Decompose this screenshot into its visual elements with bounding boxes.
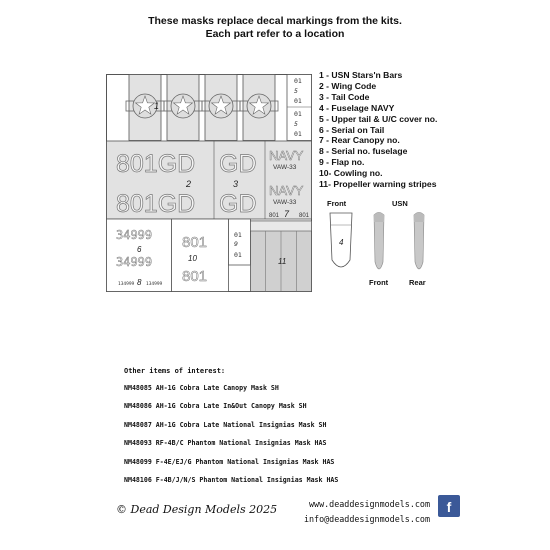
website-link[interactable]: www.deaddesignmodels.com [308,499,430,509]
legend-item: 10- Cowling no. [319,168,383,179]
legend [319,70,437,190]
legend-item: 9 - Flap no. [319,157,365,168]
list-item: NM48093 RF-4B/C Phantom National Insignias Mask HAS [124,439,327,448]
legend-item: 2 - Wing Code [319,80,377,91]
email-link[interactable]: info@deaddesignmodels.com [303,514,430,524]
vaw-1: VAW-33 [273,164,297,171]
propeller-diagram [322,210,442,285]
contact-info [300,497,430,527]
other-items-title: Other items of interest: [124,367,226,375]
navy-2: NAVY [269,183,304,198]
label-usn: USN [392,199,408,208]
cowling-1: 801 [182,234,208,251]
star-panel-3 [202,75,240,141]
flap-text-b1: 01 [294,110,302,118]
legend-item: 7 - Rear Canopy no. [319,135,400,146]
star-panel-4 [240,75,278,141]
other-items-list [124,379,338,489]
list-item: NM48099 F-4E/EJ/G Phantom National Insignias Mask HAS [124,457,335,466]
label-3: 3 [233,179,239,189]
navy-1: NAVY [269,148,304,163]
label-front-top: Front [327,199,347,208]
legend-item: 8 - Serial no. fuselage [319,146,408,157]
flap-text-b2: 5 [294,120,298,128]
flap-text-a2: 5 [294,87,298,95]
copyright: © Dead Design Models 2025 [116,503,278,516]
list-item: NM48086 AH-1G Cobra Late In&Out Canopy Mask SH [124,402,307,411]
label-6: 6 [137,245,142,254]
flap-small-1: 01 [234,231,242,239]
label-rear: Rear [409,278,426,287]
facebook-icon[interactable]: f [438,495,460,517]
cowling-2: 801 [182,268,208,285]
serial-1: 34999 [116,228,153,242]
label-8: 8 [137,278,142,287]
label-front: Front [369,278,389,287]
header-line-1: These masks replace decal markings from the kits. [148,15,402,27]
list-item: NM48085 AH-1G Cobra Late Canopy Mask SH [124,384,279,392]
list-item: NM48087 AH-1G Cobra Late National Insignias Mask SH [124,420,327,429]
legend-item: 11- Propeller warning stripes [319,179,437,190]
label-2: 2 [186,179,192,189]
flap-text-a3: 01 [294,97,302,105]
label-1: 1 [154,101,160,111]
flap-small-3: 01 [234,251,242,259]
flap-text-b3: 01 [294,130,302,138]
canopy-no-b: 801 [299,213,310,219]
legend-item: 1 - USN Stars'n Bars [319,70,403,80]
tail-code-2: GD [219,190,257,218]
wing-code-2: 801GD [116,190,196,218]
vaw-2: VAW-33 [273,199,297,206]
mask-sheet [106,74,312,292]
serial-2: 34999 [116,255,153,269]
serial-small-1: 134999 [118,282,135,287]
label-7: 7 [284,209,290,219]
legend-item: 6 - Serial on Tail [319,124,385,135]
serial-small-2: 134999 [146,282,163,287]
label-4: 4 [339,238,344,247]
label-10: 10 [188,254,197,263]
legend-item: 5 - Upper tail & U/C cover no. [319,113,438,124]
label-11: 11 [278,257,287,266]
tail-code-1: GD [219,150,257,178]
star-panel-2 [164,75,202,141]
legend-item: 4 - Fuselage NAVY [319,102,395,113]
canopy-no: 801 [269,213,280,219]
list-item: NM48106 F-4B/J/N/S Phantom National Insignias Mask HAS [124,475,339,484]
legend-item: 3 - Tail Code [319,91,370,102]
header-line-2: Each part refer to a location [205,28,345,40]
wing-code-1: 801GD [116,150,196,178]
flap-small-2: 9 [234,240,238,248]
flap-text-a1: 01 [294,77,302,85]
